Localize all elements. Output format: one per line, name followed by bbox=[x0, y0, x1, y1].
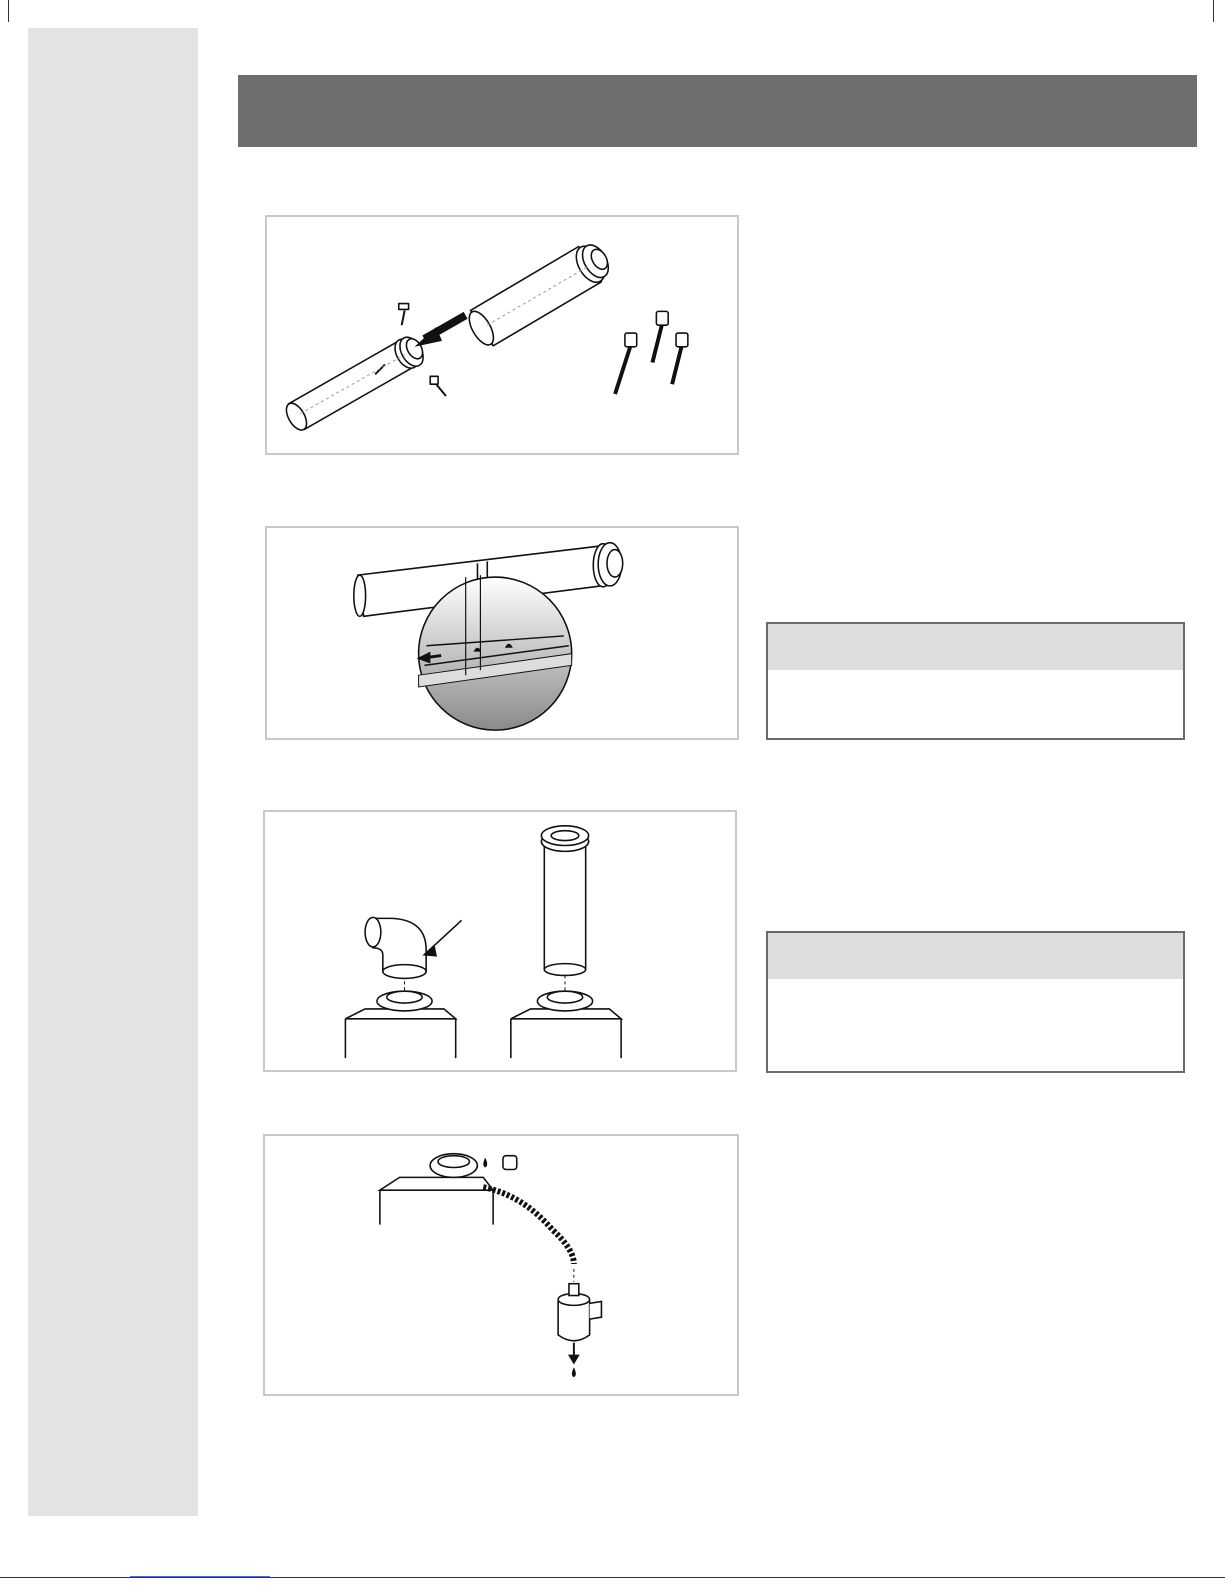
condensate-drain-illustration bbox=[265, 1136, 737, 1394]
elbow-and-pipe-illustration bbox=[265, 812, 735, 1070]
left-sidebar-band bbox=[28, 28, 198, 1516]
pipe-slope-detail-figure bbox=[265, 526, 739, 740]
note-box-1 bbox=[766, 622, 1185, 740]
bottom-link-underline[interactable] bbox=[130, 1576, 270, 1577]
elbow-and-pipe-fitting-figure bbox=[263, 810, 737, 1072]
note-box-1-heading bbox=[768, 624, 1183, 670]
bottom-rule bbox=[0, 1577, 1225, 1578]
crop-mark-right bbox=[1213, 0, 1214, 22]
section-header-bar bbox=[238, 75, 1197, 147]
note-box-2 bbox=[766, 931, 1185, 1073]
note-box-2-heading bbox=[768, 933, 1183, 979]
pipe-joining-figure bbox=[265, 215, 739, 455]
condensate-drain-figure bbox=[263, 1134, 739, 1396]
pipe-slope-illustration bbox=[267, 528, 737, 738]
pipe-joining-illustration bbox=[267, 217, 737, 453]
crop-mark-left bbox=[8, 0, 9, 22]
